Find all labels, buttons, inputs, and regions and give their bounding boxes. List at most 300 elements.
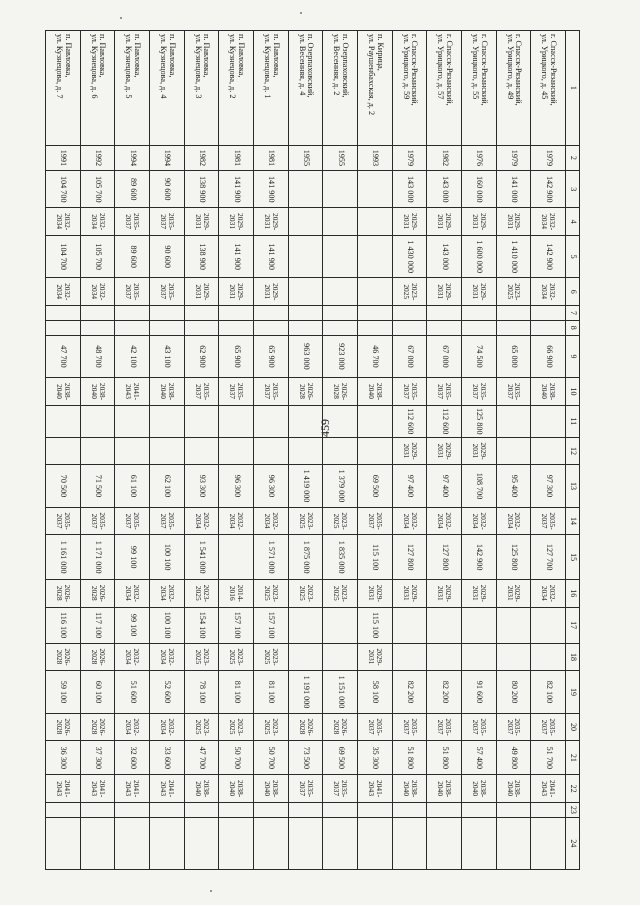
column-number: 24: [566, 817, 580, 869]
table-cell: [150, 437, 185, 465]
period-cell: 2038- 2040: [496, 775, 531, 803]
period-cell: 2041- 2043: [115, 378, 150, 406]
table-cell: 104 700: [46, 235, 81, 277]
table-cell: [358, 306, 393, 321]
period-cell: 2029- 2031: [254, 278, 289, 306]
period-cell: 2023- 2025: [219, 713, 254, 741]
table-cell: 33 600: [150, 741, 185, 775]
period-cell: 2032- 2034: [80, 278, 115, 306]
table-cell: 91 600: [462, 671, 497, 713]
table-cell: 35 300: [358, 741, 393, 775]
table-cell: 923 000: [323, 335, 358, 377]
column-number: 11: [566, 405, 580, 437]
table-cell: 125 800: [496, 535, 531, 580]
table-cell: 1955: [288, 145, 323, 170]
scan-speck: [210, 890, 212, 892]
table-cell: 48 700: [80, 335, 115, 377]
table-cell: [323, 320, 358, 335]
table-row: [80, 31, 115, 870]
column-number: 18: [566, 643, 580, 671]
column-number: 9: [566, 335, 580, 377]
table-row: [46, 31, 81, 870]
period-cell: 2038- 2040: [80, 378, 115, 406]
period-cell: 2023- 2025: [254, 643, 289, 671]
table-cell: 89 600: [115, 235, 150, 277]
table-cell: [462, 802, 497, 817]
table-cell: [254, 817, 289, 869]
table-cell: [323, 643, 358, 671]
period-cell: 2032- 2034: [150, 579, 185, 607]
scan-speck: [120, 17, 122, 19]
table-cell: [219, 535, 254, 580]
table-cell: [323, 405, 358, 437]
table-cell: 1994: [150, 145, 185, 170]
table-cell: [531, 643, 566, 671]
table-cell: [496, 643, 531, 671]
period-cell: 2035- 2037: [150, 507, 185, 535]
period-cell: 2029- 2031: [462, 278, 497, 306]
period-cell: 2035- 2037: [427, 713, 462, 741]
table-cell: 105 700: [80, 235, 115, 277]
period-cell: 2032- 2034: [150, 643, 185, 671]
table-cell: [496, 802, 531, 817]
table-cell: 1981: [254, 145, 289, 170]
table-cell: [150, 320, 185, 335]
period-cell: 2035- 2037: [115, 507, 150, 535]
table-cell: [184, 405, 219, 437]
table-cell: [358, 437, 393, 465]
page-number: 459: [318, 419, 332, 437]
table-cell: [323, 208, 358, 236]
period-cell: 2029- 2031: [427, 208, 462, 236]
table-cell: 58 100: [358, 671, 393, 713]
table-cell: 1981: [219, 145, 254, 170]
period-cell: 2023- 2025: [184, 713, 219, 741]
table-cell: 51 600: [115, 671, 150, 713]
table-cell: 116 100: [46, 607, 81, 643]
table-cell: [80, 817, 115, 869]
period-cell: 2035- 2037: [531, 713, 566, 741]
table-cell: 95 400: [496, 465, 531, 507]
table-cell: [46, 320, 81, 335]
table-cell: [288, 405, 323, 437]
period-cell: 2032- 2034: [531, 278, 566, 306]
period-cell: 2041- 2043: [80, 775, 115, 803]
column-number: 1: [566, 31, 580, 146]
table-cell: [288, 437, 323, 465]
column-number: 17: [566, 607, 580, 643]
table-cell: [219, 437, 254, 465]
address-cell: п. Кирица, ул. Раушенбахская, д. 2: [358, 31, 393, 146]
period-cell: 2026- 2028: [288, 378, 323, 406]
table-cell: [80, 405, 115, 437]
table-cell: [184, 437, 219, 465]
table-cell: 90 600: [150, 235, 185, 277]
column-number: 8: [566, 320, 580, 335]
table-cell: 99 100: [115, 535, 150, 580]
period-cell: 2029- 2031: [392, 579, 427, 607]
table-cell: 105 700: [80, 171, 115, 208]
table-cell: 90 600: [150, 171, 185, 208]
period-cell: 2026- 2028: [80, 713, 115, 741]
period-cell: 2032- 2034: [80, 208, 115, 236]
period-cell: 2035- 2037: [219, 378, 254, 406]
period-cell: 2035- 2037: [184, 378, 219, 406]
scan-speck: [300, 12, 302, 14]
table-cell: 49 800: [496, 741, 531, 775]
period-cell: 2029- 2031: [184, 278, 219, 306]
table-cell: 47 700: [184, 741, 219, 775]
period-cell: 2038- 2040: [392, 775, 427, 803]
table-cell: [288, 817, 323, 869]
table-cell: [496, 437, 531, 465]
table-cell: 1992: [80, 145, 115, 170]
table-cell: [496, 306, 531, 321]
period-cell: 2041- 2043: [358, 775, 393, 803]
table-cell: [496, 405, 531, 437]
period-cell: 2023- 2025: [184, 643, 219, 671]
table-cell: [358, 817, 393, 869]
column-number: 5: [566, 235, 580, 277]
period-cell: 2029- 2031: [427, 437, 462, 465]
table-cell: [462, 306, 497, 321]
table-cell: 143 000: [427, 235, 462, 277]
period-cell: 2026- 2028: [46, 643, 81, 671]
table-cell: 1 875 000: [288, 535, 323, 580]
address-cell: г. Спасск-Рязанский, ул. Урицкого, д. 59: [392, 31, 427, 146]
table-cell: [219, 817, 254, 869]
period-cell: 2032- 2034: [46, 208, 81, 236]
table-cell: 141 900: [219, 171, 254, 208]
period-cell: 2032- 2034: [392, 507, 427, 535]
table-cell: 89 600: [115, 171, 150, 208]
period-cell: 2029- 2031: [427, 278, 462, 306]
table-cell: [46, 306, 81, 321]
table-row: [392, 31, 427, 870]
table-cell: 1 600 000: [462, 235, 497, 277]
table-cell: 104 700: [46, 171, 81, 208]
table-cell: 1982: [427, 145, 462, 170]
table-cell: [427, 607, 462, 643]
table-cell: 154 100: [184, 607, 219, 643]
table-cell: 142 900: [531, 171, 566, 208]
table-cell: [358, 278, 393, 306]
table-cell: [392, 320, 427, 335]
table-cell: 1 430 000: [392, 235, 427, 277]
period-cell: 2035- 2037: [150, 278, 185, 306]
column-number-row: [566, 31, 580, 870]
table-cell: [358, 405, 393, 437]
table-cell: [254, 320, 289, 335]
table-cell: [254, 405, 289, 437]
period-cell: 2026- 2028: [80, 643, 115, 671]
period-cell: 2035- 2037: [496, 713, 531, 741]
table-cell: 1 171 000: [80, 535, 115, 580]
period-cell: 2023- 2025: [288, 507, 323, 535]
table-cell: 1979: [392, 145, 427, 170]
table-cell: 125 800: [462, 405, 497, 437]
address-cell: п. Озерпаховский, ул. Весенняя, д. 2: [323, 31, 358, 146]
table-cell: [392, 607, 427, 643]
table-cell: 50 700: [219, 741, 254, 775]
period-cell: 2035- 2037: [150, 208, 185, 236]
table-cell: 51 700: [531, 741, 566, 775]
table-cell: 97 400: [427, 465, 462, 507]
table-cell: 73 500: [288, 741, 323, 775]
column-number: 14: [566, 507, 580, 535]
column-number: 2: [566, 145, 580, 170]
column-number: 21: [566, 741, 580, 775]
table-row: [323, 31, 358, 870]
period-cell: 2026- 2028: [46, 713, 81, 741]
table-cell: [184, 817, 219, 869]
table-cell: 60 100: [80, 671, 115, 713]
address-cell: п. Павловка, ул. Кузнецова, д. 1: [254, 31, 289, 146]
column-number: 3: [566, 171, 580, 208]
table-cell: 57 400: [462, 741, 497, 775]
table-cell: [392, 817, 427, 869]
table-cell: 82 200: [392, 671, 427, 713]
period-cell: 2026- 2028: [80, 579, 115, 607]
table-row: [462, 31, 497, 870]
table-cell: 59 100: [46, 671, 81, 713]
table-cell: [427, 817, 462, 869]
period-cell: 2014- 2016: [219, 579, 254, 607]
table-cell: 127 800: [427, 535, 462, 580]
table-cell: [80, 802, 115, 817]
column-number: 22: [566, 775, 580, 803]
period-cell: 2038- 2040: [150, 378, 185, 406]
address-cell: п. Павловка, ул. Кузнецова, д. 6: [80, 31, 115, 146]
period-cell: 2035- 2037: [392, 713, 427, 741]
period-cell: 2035- 2037: [80, 507, 115, 535]
column-number: 10: [566, 378, 580, 406]
table-cell: [427, 320, 462, 335]
period-cell: 2035- 2037: [392, 378, 427, 406]
table-cell: 80 200: [496, 671, 531, 713]
table-cell: [323, 817, 358, 869]
table-cell: [219, 320, 254, 335]
table-cell: [184, 306, 219, 321]
repair-schedule-table: [45, 30, 580, 870]
table-cell: [184, 320, 219, 335]
table-cell: [150, 817, 185, 869]
table-cell: 70 500: [46, 465, 81, 507]
column-number: 19: [566, 671, 580, 713]
table-cell: 65 000: [496, 335, 531, 377]
period-cell: 2029- 2031: [358, 643, 393, 671]
period-cell: 2029- 2031: [358, 579, 393, 607]
table-row: [150, 31, 185, 870]
table-cell: [496, 817, 531, 869]
column-number: 6: [566, 278, 580, 306]
table-cell: [427, 306, 462, 321]
table-cell: 127 800: [392, 535, 427, 580]
period-cell: 2029- 2031: [462, 208, 497, 236]
table-cell: [427, 802, 462, 817]
period-cell: 2032- 2034: [254, 507, 289, 535]
period-cell: 2032- 2034: [427, 507, 462, 535]
table-cell: 1994: [115, 145, 150, 170]
table-cell: 115 100: [358, 535, 393, 580]
period-cell: 2032- 2034: [462, 507, 497, 535]
table-cell: [531, 817, 566, 869]
period-cell: 2029- 2031: [184, 208, 219, 236]
table-row: [254, 31, 289, 870]
period-cell: 2023- 2025: [323, 507, 358, 535]
table-cell: [531, 802, 566, 817]
table-cell: 67 000: [427, 335, 462, 377]
period-cell: 2023- 2025: [288, 579, 323, 607]
table-cell: 160 000: [462, 171, 497, 208]
table-cell: 1 379 000: [323, 465, 358, 507]
table-cell: 65 900: [254, 335, 289, 377]
table-row: [115, 31, 150, 870]
period-cell: 2026- 2028: [323, 713, 358, 741]
table-cell: 36 300: [46, 741, 81, 775]
table-cell: 115 100: [358, 607, 393, 643]
table-cell: [219, 306, 254, 321]
table-cell: 1993: [358, 145, 393, 170]
table-cell: [80, 320, 115, 335]
table-cell: 67 000: [392, 335, 427, 377]
table-cell: [115, 802, 150, 817]
period-cell: 2029- 2031: [427, 579, 462, 607]
table-cell: [531, 405, 566, 437]
table-cell: [46, 437, 81, 465]
period-cell: 2038- 2040: [531, 378, 566, 406]
period-cell: 2035- 2037: [496, 378, 531, 406]
table-cell: [46, 802, 81, 817]
period-cell: 2026- 2028: [46, 579, 81, 607]
table-cell: 157 100: [219, 607, 254, 643]
period-cell: 2035- 2037: [427, 378, 462, 406]
table-cell: 78 100: [184, 671, 219, 713]
period-cell: 2038- 2040: [184, 775, 219, 803]
period-cell: 2038- 2040: [358, 378, 393, 406]
table-cell: 46 700: [358, 335, 393, 377]
table-cell: 157 100: [254, 607, 289, 643]
table-row: [288, 31, 323, 870]
period-cell: 2038- 2040: [462, 775, 497, 803]
table-cell: [288, 208, 323, 236]
table-cell: [323, 278, 358, 306]
table-cell: [150, 802, 185, 817]
period-cell: 2029- 2031: [496, 579, 531, 607]
column-number: 16: [566, 579, 580, 607]
table-cell: 71 500: [80, 465, 115, 507]
table-cell: [288, 802, 323, 817]
table-cell: 51 800: [427, 741, 462, 775]
period-cell: 2029- 2031: [462, 579, 497, 607]
period-cell: 2032- 2034: [46, 278, 81, 306]
period-cell: 2035- 2037: [323, 775, 358, 803]
period-cell: 2032- 2034: [531, 579, 566, 607]
table-cell: 96 300: [219, 465, 254, 507]
table-cell: 1 151 000: [323, 671, 358, 713]
table-cell: [254, 802, 289, 817]
period-cell: 2038- 2040: [219, 775, 254, 803]
period-cell: 2041- 2043: [115, 775, 150, 803]
table-cell: [254, 437, 289, 465]
table-cell: 65 900: [219, 335, 254, 377]
table-cell: 143 000: [427, 171, 462, 208]
period-cell: 2038- 2040: [254, 775, 289, 803]
table-cell: [358, 208, 393, 236]
table-cell: [358, 171, 393, 208]
table-cell: 142 900: [531, 235, 566, 277]
table-cell: 37 300: [80, 741, 115, 775]
period-cell: 2029- 2031: [462, 437, 497, 465]
table-cell: [531, 320, 566, 335]
table-cell: [288, 607, 323, 643]
table-cell: [288, 171, 323, 208]
table-cell: 141 900: [219, 235, 254, 277]
period-cell: 2032- 2034: [115, 579, 150, 607]
table-cell: 1 541 000: [184, 535, 219, 580]
table-cell: 62 100: [150, 465, 185, 507]
table-cell: [150, 405, 185, 437]
table-cell: [288, 278, 323, 306]
period-cell: 2041- 2043: [150, 775, 185, 803]
table-row: [184, 31, 219, 870]
table-cell: 138 900: [184, 235, 219, 277]
column-number: 23: [566, 802, 580, 817]
table-cell: 47 700: [46, 335, 81, 377]
table-cell: 1979: [531, 145, 566, 170]
table-cell: [288, 306, 323, 321]
period-cell: 2032- 2034: [219, 507, 254, 535]
table-cell: 99 100: [115, 607, 150, 643]
table-cell: 81 100: [219, 671, 254, 713]
table-cell: 61 100: [115, 465, 150, 507]
table-cell: 1 191 000: [288, 671, 323, 713]
table-cell: 74 500: [462, 335, 497, 377]
period-cell: 2032- 2034: [184, 507, 219, 535]
table-cell: [427, 643, 462, 671]
table-cell: 1955: [323, 145, 358, 170]
period-cell: 2023- 2025: [496, 278, 531, 306]
table-cell: 963 000: [288, 335, 323, 377]
period-cell: 2029- 2031: [392, 208, 427, 236]
table-row: [496, 31, 531, 870]
period-cell: 2035- 2037: [462, 713, 497, 741]
column-number: 20: [566, 713, 580, 741]
table-cell: [288, 235, 323, 277]
table-cell: 1 835 000: [323, 535, 358, 580]
table-cell: [392, 643, 427, 671]
period-cell: 2029- 2031: [219, 278, 254, 306]
table-cell: [46, 817, 81, 869]
table-cell: [80, 306, 115, 321]
table-cell: [462, 607, 497, 643]
table-cell: [219, 802, 254, 817]
table-cell: [323, 802, 358, 817]
table-cell: 82 200: [427, 671, 462, 713]
table-cell: [288, 643, 323, 671]
period-cell: 2032- 2034: [496, 507, 531, 535]
table-cell: 1 571 000: [254, 535, 289, 580]
period-cell: 2029- 2031: [254, 208, 289, 236]
table-cell: 142 900: [462, 535, 497, 580]
table-cell: 108 700: [462, 465, 497, 507]
table-cell: [496, 320, 531, 335]
table-cell: 50 700: [254, 741, 289, 775]
period-cell: 2023- 2025: [254, 579, 289, 607]
table-cell: [392, 306, 427, 321]
table-cell: [115, 306, 150, 321]
address-cell: г. Спасск-Рязанский, ул. Урицкого, д. 55: [462, 31, 497, 146]
